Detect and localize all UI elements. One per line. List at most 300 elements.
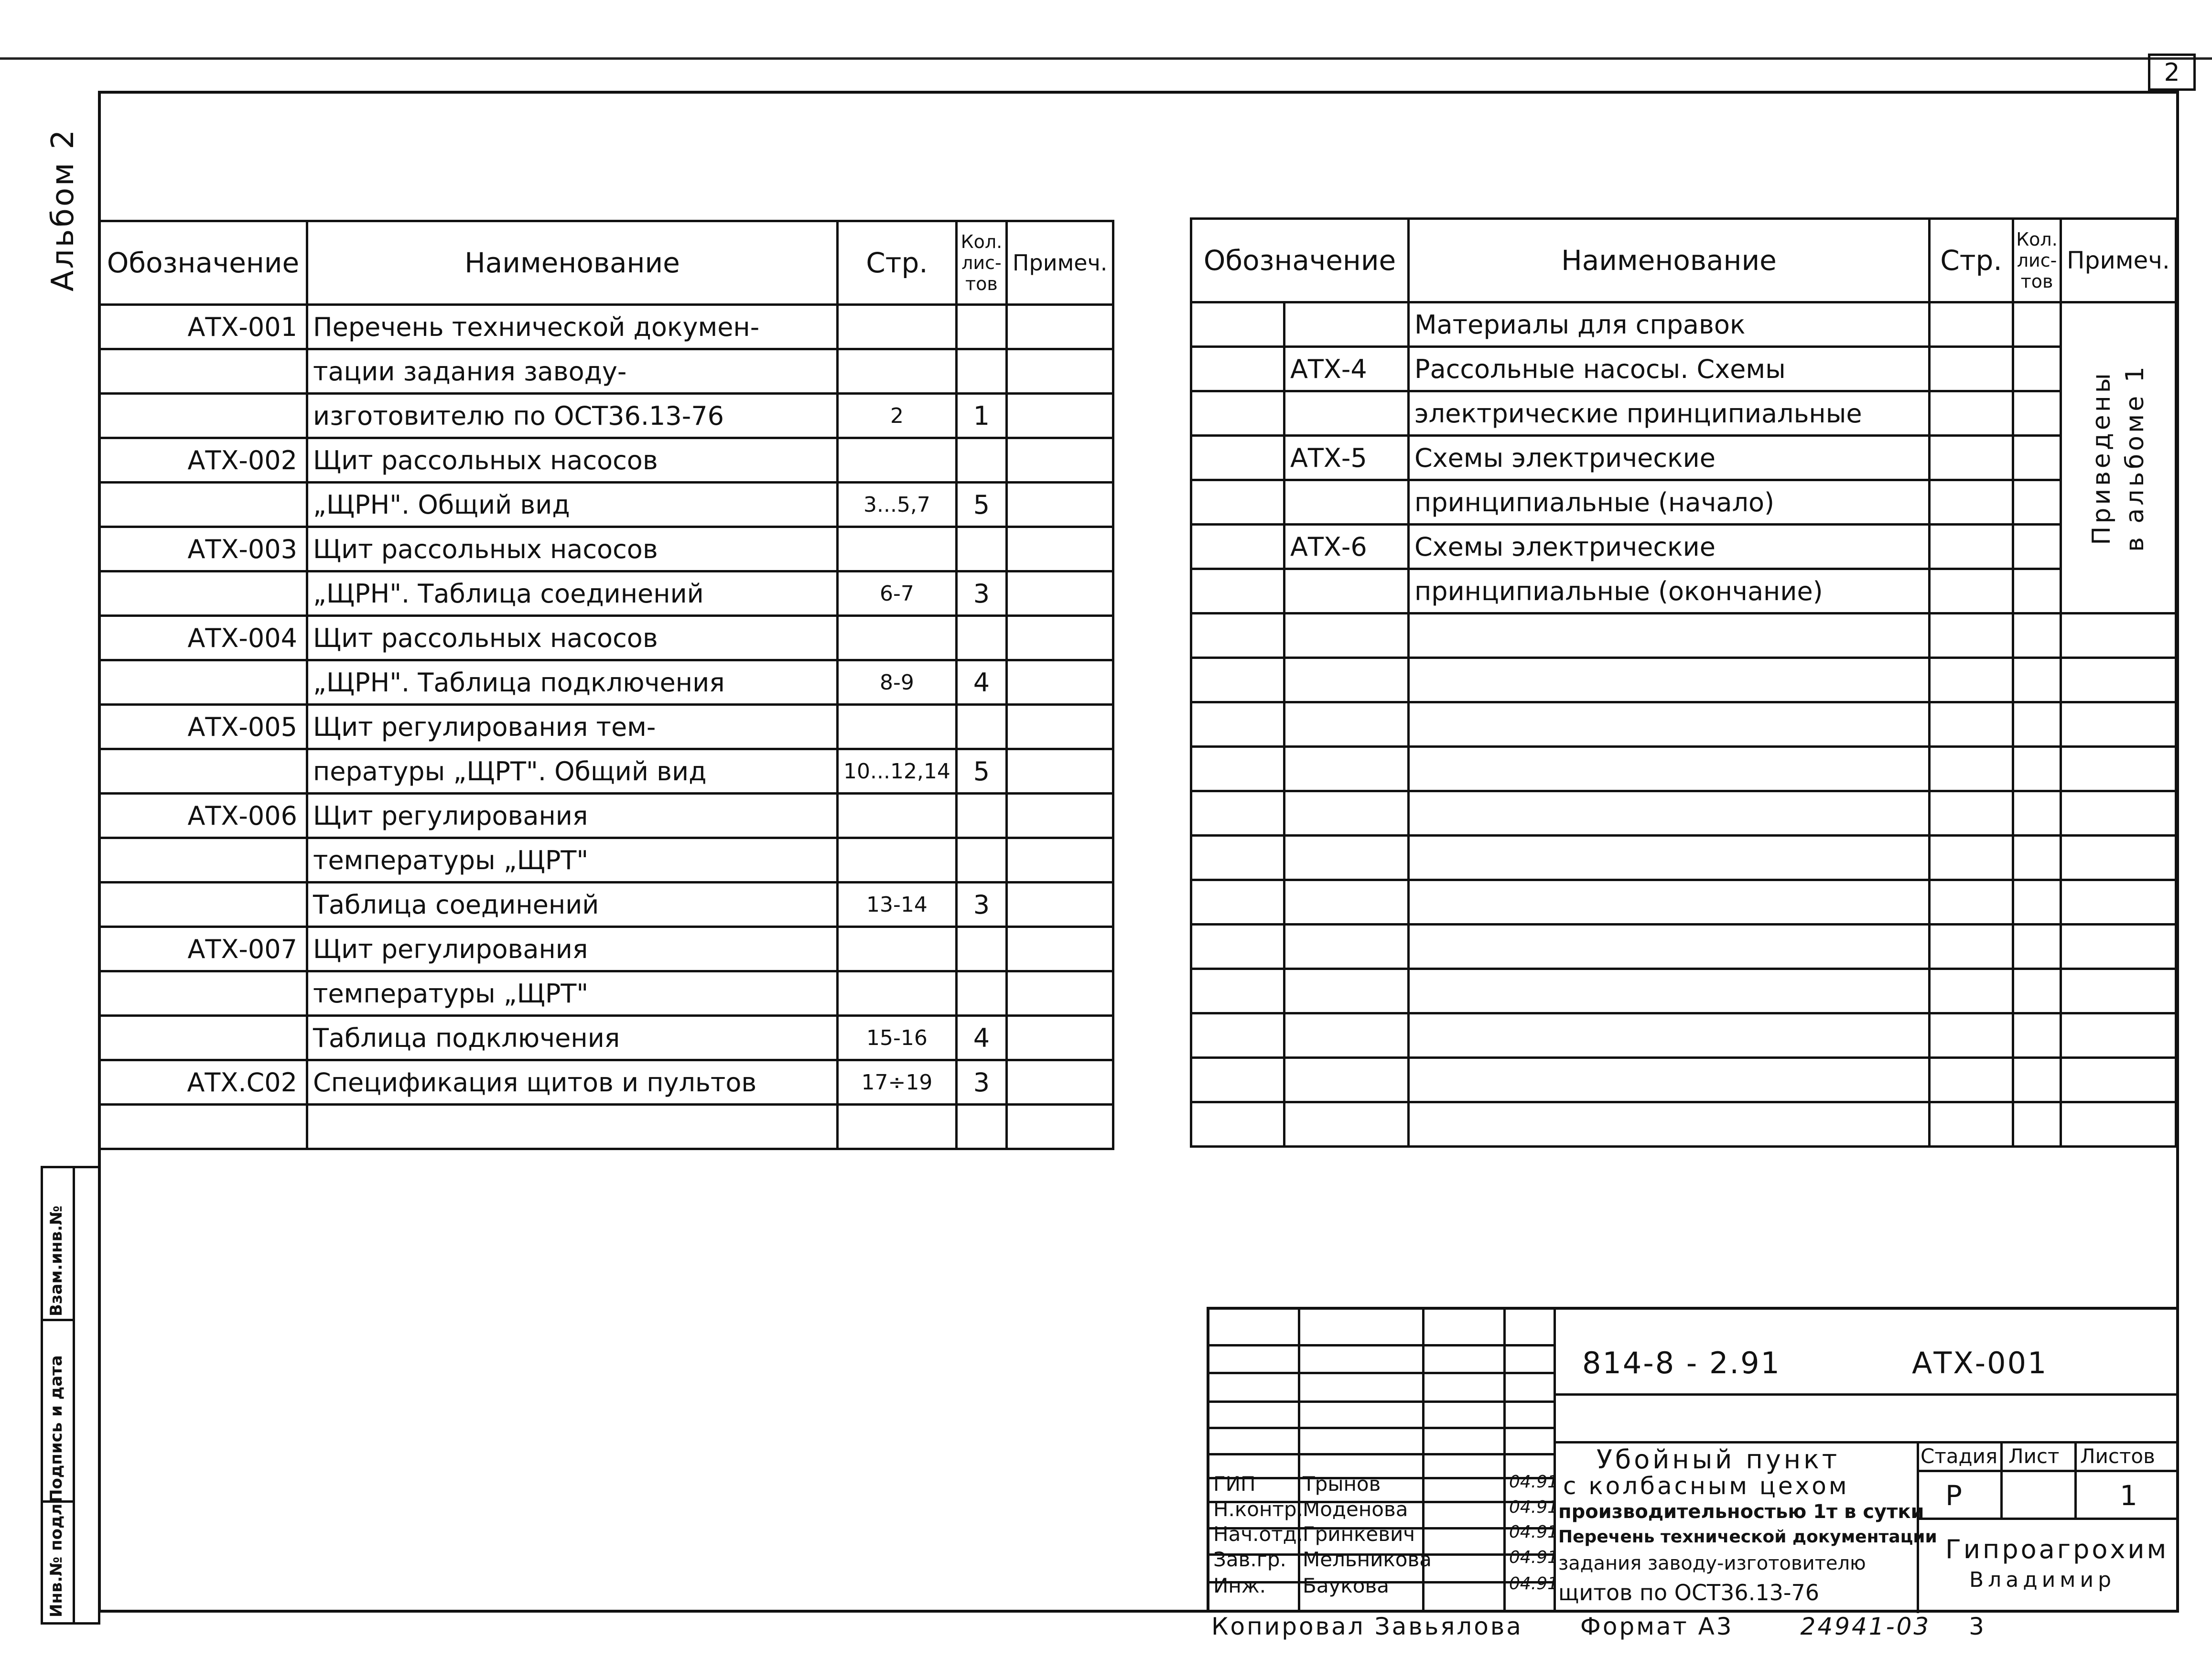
doc-name-cell bbox=[307, 1105, 838, 1149]
doc-code-cell bbox=[99, 1016, 307, 1060]
signature-role: Нач.отд. bbox=[1213, 1522, 1304, 1546]
blank-cell bbox=[1191, 525, 1284, 569]
page-cell bbox=[1930, 569, 2013, 614]
page-cell bbox=[838, 438, 957, 483]
page-cell bbox=[1930, 702, 2013, 747]
page-cell bbox=[838, 616, 957, 660]
note-line: в альбоме 1 bbox=[2120, 364, 2149, 552]
tb-grid-line bbox=[2074, 1441, 2077, 1518]
note-cell bbox=[2061, 614, 2176, 658]
sheet-count-cell bbox=[2013, 969, 2061, 1013]
doc-name-cell: Щит регулирования bbox=[307, 927, 838, 971]
note-cell bbox=[1006, 883, 1113, 927]
table-row bbox=[99, 838, 1113, 883]
sheet-count-cell: 1 bbox=[956, 394, 1006, 438]
note-cell bbox=[2061, 969, 2176, 1013]
page-cell bbox=[1930, 347, 2013, 391]
page-cell bbox=[838, 838, 957, 883]
doc-code-cell bbox=[1284, 614, 1409, 658]
stage-value: Р bbox=[1945, 1479, 1962, 1512]
doc-name-cell: Перечень технической докумен- bbox=[307, 305, 838, 349]
tb-grid-line bbox=[1554, 1441, 2177, 1443]
note-cell bbox=[1006, 1060, 1113, 1105]
page-cell bbox=[1930, 436, 2013, 480]
sheet-count-cell bbox=[2013, 569, 2061, 614]
doc-code-cell: АТХ-006 bbox=[99, 794, 307, 838]
sheet-count-cell bbox=[2013, 1013, 2061, 1058]
doc-name-cell bbox=[1409, 747, 1930, 791]
doc-name-cell: Рассольные насосы. Схемы bbox=[1409, 347, 1930, 391]
tb-grid-line bbox=[1917, 1518, 2177, 1520]
doc-name-cell bbox=[1409, 1102, 1930, 1147]
table-row bbox=[1191, 480, 2176, 525]
left-stamp bbox=[41, 1166, 100, 1625]
signature-role: Инж. bbox=[1213, 1574, 1266, 1597]
page-cell bbox=[1930, 614, 2013, 658]
table-row bbox=[1191, 302, 2176, 347]
signature-name: Мельникова bbox=[1303, 1548, 1432, 1571]
doc-name-cell: температуры „ЩРТ" bbox=[307, 971, 838, 1016]
note-cell bbox=[2061, 747, 2176, 791]
doc-name-cell: изготовителю по ОСТ36.13-76 bbox=[307, 394, 838, 438]
doc-code-cell: АТХ-6 bbox=[1284, 525, 1409, 569]
doc-code-cell bbox=[99, 838, 307, 883]
sheet-count-cell bbox=[2013, 925, 2061, 969]
sheets-value: 1 bbox=[2120, 1479, 2137, 1512]
doc-name-cell bbox=[1409, 836, 1930, 880]
page-cell: 15-16 bbox=[838, 1016, 957, 1060]
table-row bbox=[1191, 1013, 2176, 1058]
page-cell bbox=[1930, 925, 2013, 969]
sheet-count-cell bbox=[2013, 614, 2061, 658]
doc-code-cell bbox=[99, 883, 307, 927]
table-header-row bbox=[99, 221, 1113, 305]
doc-code-cell: АТХ-5 bbox=[1284, 436, 1409, 480]
note-line: Приведены bbox=[2087, 370, 2116, 545]
doc-code-cell bbox=[99, 749, 307, 794]
doc-code-cell: АТХ-005 bbox=[99, 705, 307, 749]
note-cell bbox=[1006, 749, 1113, 794]
doc-name-cell: „ЩРН". Таблица соединений bbox=[307, 571, 838, 616]
sheet-number: 2 bbox=[2148, 54, 2196, 91]
header-code: Обозначение bbox=[1191, 219, 1409, 302]
header-page: Стр. bbox=[838, 221, 957, 305]
table-row bbox=[99, 749, 1113, 794]
tb-grid-line bbox=[2000, 1441, 2003, 1518]
note-vertical-text bbox=[2085, 364, 2152, 552]
note-cell bbox=[2061, 1102, 2176, 1147]
page-cell bbox=[838, 305, 957, 349]
sheet-count-cell bbox=[956, 971, 1006, 1016]
note-cell bbox=[1006, 616, 1113, 660]
table-row bbox=[1191, 525, 2176, 569]
tb-grid-line bbox=[1917, 1470, 2177, 1472]
doc-code-cell bbox=[99, 971, 307, 1016]
page-cell bbox=[838, 349, 957, 394]
blank-cell bbox=[1191, 569, 1284, 614]
sheet-count-cell: 4 bbox=[956, 660, 1006, 705]
doc-code-cell bbox=[1284, 1058, 1409, 1102]
page-cell: 10...12,14 bbox=[838, 749, 957, 794]
doc-code-cell bbox=[1284, 658, 1409, 702]
sheet-count-cell bbox=[2013, 436, 2061, 480]
signature-name: Моденова bbox=[1303, 1497, 1408, 1521]
blank-cell bbox=[1191, 302, 1284, 347]
archive-number: 24941-03 bbox=[1800, 1613, 1931, 1640]
blank-cell bbox=[1191, 1102, 1284, 1147]
note-cell bbox=[1006, 705, 1113, 749]
doc-code-cell bbox=[1284, 747, 1409, 791]
page-cell bbox=[838, 527, 957, 571]
note-cell bbox=[1006, 527, 1113, 571]
tb-grid-line bbox=[1209, 1344, 1554, 1346]
table-row bbox=[1191, 791, 2176, 836]
sheet-count-cell bbox=[956, 794, 1006, 838]
blank-cell bbox=[1191, 747, 1284, 791]
doc-name-cell: Щит регулирования тем- bbox=[307, 705, 838, 749]
blank-cell bbox=[1191, 436, 1284, 480]
sheet-count-cell bbox=[2013, 658, 2061, 702]
note-cell bbox=[1006, 394, 1113, 438]
page-cell: 2 bbox=[838, 394, 957, 438]
note-cell bbox=[1006, 794, 1113, 838]
table-row bbox=[99, 394, 1113, 438]
table-row bbox=[99, 349, 1113, 394]
doc-name-cell: принципиальные (начало) bbox=[1409, 480, 1930, 525]
doc-code-cell bbox=[1284, 1102, 1409, 1147]
doc-code-cell: АТХ-007 bbox=[99, 927, 307, 971]
note-cell bbox=[2061, 1058, 2176, 1102]
sheet-count-cell bbox=[956, 349, 1006, 394]
tb-grid-line bbox=[1209, 1400, 1554, 1403]
doc-code-cell bbox=[1284, 969, 1409, 1013]
table-row bbox=[99, 660, 1113, 705]
doc-title-line: щитов по ОСТ36.13-76 bbox=[1558, 1580, 1819, 1605]
header-count: Кол. лис- тов bbox=[2013, 219, 2061, 302]
table-row bbox=[1191, 391, 2176, 436]
signature-date: 04.91 bbox=[1509, 1548, 1559, 1567]
tb-grid-line bbox=[1209, 1372, 1554, 1374]
blank-cell bbox=[1191, 925, 1284, 969]
page-cell bbox=[1930, 969, 2013, 1013]
sheet-count-cell bbox=[956, 705, 1006, 749]
sheet-count-cell: 3 bbox=[956, 1060, 1006, 1105]
doc-code-cell bbox=[99, 483, 307, 527]
table-row bbox=[99, 794, 1113, 838]
page-cell bbox=[1930, 302, 2013, 347]
page-cell: 13-14 bbox=[838, 883, 957, 927]
project-code: 814-8 - 2.91 bbox=[1582, 1346, 1781, 1380]
doc-code-cell: АТХ-001 bbox=[99, 305, 307, 349]
table-row bbox=[99, 483, 1113, 527]
note-cell bbox=[2061, 880, 2176, 925]
signature-date: 04.91 bbox=[1509, 1472, 1559, 1492]
doc-name-cell: тации задания заводу- bbox=[307, 349, 838, 394]
doc-code-cell bbox=[99, 1105, 307, 1149]
note-cell bbox=[2061, 658, 2176, 702]
page-cell bbox=[1930, 1013, 2013, 1058]
doc-name-cell: Щит рассольных насосов bbox=[307, 438, 838, 483]
doc-name-cell: Щит рассольных насосов bbox=[307, 527, 838, 571]
doc-name-cell: электрические принципиальные bbox=[1409, 391, 1930, 436]
tb-grid-line bbox=[1209, 1477, 1554, 1479]
copied-by: Копировал Завьялова bbox=[1211, 1613, 1523, 1640]
doc-name-cell bbox=[1409, 925, 1930, 969]
note-cell bbox=[2061, 791, 2176, 836]
stamp-signature-label: Подпись и дата bbox=[47, 1355, 66, 1503]
header-note: Примеч. bbox=[2061, 219, 2176, 302]
doc-code-cell bbox=[1284, 480, 1409, 525]
doc-code-cell: АТХ-004 bbox=[99, 616, 307, 660]
sheet-count-cell bbox=[2013, 1058, 2061, 1102]
sheet-count-cell bbox=[956, 438, 1006, 483]
sheet-count-cell bbox=[956, 927, 1006, 971]
tb-grid-line bbox=[1209, 1453, 1554, 1455]
note-cell bbox=[1006, 571, 1113, 616]
blank-cell bbox=[1191, 836, 1284, 880]
organization-name: Гипроагрохим bbox=[1945, 1534, 2169, 1564]
paper-format: Формат А3 bbox=[1580, 1613, 1734, 1640]
note-cell bbox=[2061, 925, 2176, 969]
doc-name-cell: Спецификация щитов и пультов bbox=[307, 1060, 838, 1105]
note-cell bbox=[1006, 483, 1113, 527]
sheet-count-cell bbox=[2013, 880, 2061, 925]
object-title-line: с колбасным цехом bbox=[1563, 1472, 1849, 1500]
note-cell bbox=[1006, 971, 1113, 1016]
sheet-count-cell bbox=[956, 1105, 1006, 1149]
signature-role: Зав.гр. bbox=[1213, 1548, 1286, 1571]
table-row bbox=[99, 527, 1113, 571]
table-row bbox=[99, 971, 1113, 1016]
sheet-count-cell bbox=[956, 527, 1006, 571]
doc-code-cell bbox=[1284, 302, 1409, 347]
note-cell bbox=[1006, 838, 1113, 883]
signature-name: Баукова bbox=[1303, 1574, 1389, 1597]
page-cell bbox=[838, 971, 957, 1016]
stamp-inventory-label: Инв.№ подл. bbox=[47, 1497, 66, 1617]
table-row bbox=[1191, 658, 2176, 702]
table-row bbox=[1191, 836, 2176, 880]
doc-name-cell: „ЩРН". Таблица подключения bbox=[307, 660, 838, 705]
page-cell bbox=[1930, 391, 2013, 436]
doc-code-cell bbox=[1284, 702, 1409, 747]
sheet-count-cell bbox=[2013, 747, 2061, 791]
doc-code-cell: АТХ-003 bbox=[99, 527, 307, 571]
signature-name: Гринкевич bbox=[1303, 1522, 1415, 1546]
doc-name-cell: Таблица подключения bbox=[307, 1016, 838, 1060]
page-cell bbox=[1930, 880, 2013, 925]
page-cell: 17÷19 bbox=[838, 1060, 957, 1105]
sheet-count-cell bbox=[2013, 702, 2061, 747]
sheet-count-cell: 5 bbox=[956, 749, 1006, 794]
header-code: Обозначение bbox=[99, 221, 307, 305]
stamp-replace-label: Взам.инв.№ bbox=[47, 1206, 66, 1316]
sheet-count-cell bbox=[2013, 525, 2061, 569]
doc-name-cell bbox=[1409, 614, 1930, 658]
table-row bbox=[99, 438, 1113, 483]
doc-title-line: Перечень технической документации bbox=[1558, 1527, 1937, 1547]
sheet-count-cell bbox=[2013, 391, 2061, 436]
page-cell: 6-7 bbox=[838, 571, 957, 616]
table-header-row bbox=[1191, 219, 2176, 302]
doc-code-cell bbox=[99, 571, 307, 616]
page-cell bbox=[838, 705, 957, 749]
doc-name-cell bbox=[1409, 1013, 1930, 1058]
note-cell bbox=[1006, 349, 1113, 394]
tb-grid-line bbox=[1503, 1310, 1506, 1613]
note-cell bbox=[1006, 1105, 1113, 1149]
doc-name-cell bbox=[1409, 791, 1930, 836]
sheet-count-cell: 4 bbox=[956, 1016, 1006, 1060]
doc-name-cell bbox=[1409, 880, 1930, 925]
table-row bbox=[99, 1105, 1113, 1149]
title-block bbox=[1207, 1307, 2179, 1613]
table-row bbox=[99, 571, 1113, 616]
sheet-count-cell: 3 bbox=[956, 883, 1006, 927]
page-cell bbox=[1930, 480, 2013, 525]
doc-name-cell: пературы „ЩРТ". Общий вид bbox=[307, 749, 838, 794]
left-documents-table bbox=[98, 220, 1114, 1150]
sheet-count-cell bbox=[956, 305, 1006, 349]
blank-cell bbox=[1191, 791, 1284, 836]
blank-cell bbox=[1191, 1013, 1284, 1058]
table-row bbox=[1191, 702, 2176, 747]
table-row bbox=[99, 927, 1113, 971]
page-cell bbox=[1930, 747, 2013, 791]
doc-name-cell bbox=[1409, 1058, 1930, 1102]
tb-grid-line bbox=[1209, 1427, 1554, 1429]
sheet-count-cell bbox=[2013, 480, 2061, 525]
tb-grid-line bbox=[1554, 1393, 2177, 1396]
signature-date: 04.91 bbox=[1509, 1574, 1559, 1594]
page-cell bbox=[838, 1105, 957, 1149]
table-row bbox=[1191, 880, 2176, 925]
header-page: Стр. bbox=[1930, 219, 2013, 302]
blank-cell bbox=[1191, 347, 1284, 391]
doc-title-line: задания заводу-изготовителю bbox=[1558, 1552, 1866, 1574]
doc-name-cell: Щит регулирования bbox=[307, 794, 838, 838]
table-row bbox=[99, 1060, 1113, 1105]
doc-name-cell: Схемы электрические bbox=[1409, 525, 1930, 569]
table-row bbox=[1191, 1058, 2176, 1102]
doc-code-cell bbox=[1284, 836, 1409, 880]
blank-cell bbox=[1191, 969, 1284, 1013]
sheets-header: Листов bbox=[2080, 1444, 2155, 1468]
organization-city: Владимир bbox=[1969, 1568, 2116, 1592]
page-cell bbox=[1930, 658, 2013, 702]
table-row bbox=[1191, 925, 2176, 969]
sheet-count-cell: 3 bbox=[956, 571, 1006, 616]
doc-name-cell bbox=[1409, 702, 1930, 747]
doc-name-cell bbox=[1409, 658, 1930, 702]
doc-code-cell bbox=[1284, 791, 1409, 836]
note-cell bbox=[1006, 927, 1113, 971]
note-cell bbox=[1006, 660, 1113, 705]
footer-line bbox=[1211, 1613, 1986, 1640]
doc-name-cell: температуры „ЩРТ" bbox=[307, 838, 838, 883]
table-row bbox=[1191, 614, 2176, 658]
right-reference-table bbox=[1190, 217, 2177, 1148]
doc-code-cell bbox=[99, 349, 307, 394]
signature-date: 04.91 bbox=[1509, 1497, 1559, 1517]
left-stamp-divider bbox=[73, 1168, 75, 1622]
doc-code-cell: АТХ-4 bbox=[1284, 347, 1409, 391]
doc-code: АТХ-001 bbox=[1912, 1346, 2048, 1380]
doc-code-cell: АТХ-002 bbox=[99, 438, 307, 483]
doc-name-cell: принципиальные (окончание) bbox=[1409, 569, 1930, 614]
signature-role: Н.контр. bbox=[1213, 1497, 1303, 1521]
signature-date: 04.91 bbox=[1509, 1522, 1559, 1542]
doc-name-cell: Схемы электрические bbox=[1409, 436, 1930, 480]
header-note: Примеч. bbox=[1006, 221, 1113, 305]
page-cell bbox=[1930, 1102, 2013, 1147]
note-cell bbox=[2061, 702, 2176, 747]
doc-name-cell: Материалы для справок bbox=[1409, 302, 1930, 347]
table-row bbox=[1191, 1102, 2176, 1147]
doc-name-cell: „ЩРН". Общий вид bbox=[307, 483, 838, 527]
doc-code-cell bbox=[1284, 569, 1409, 614]
doc-code-cell bbox=[1284, 880, 1409, 925]
sheet-count-cell bbox=[2013, 791, 2061, 836]
doc-code-cell bbox=[99, 660, 307, 705]
top-edge-line bbox=[0, 57, 2212, 60]
header-name: Наименование bbox=[307, 221, 838, 305]
blank-cell bbox=[1191, 1058, 1284, 1102]
blank-cell bbox=[1191, 391, 1284, 436]
album-label: Альбом 2 bbox=[45, 128, 81, 291]
header-count: Кол. лис- тов bbox=[956, 221, 1006, 305]
table-row bbox=[99, 305, 1113, 349]
signature-role: ГИП bbox=[1213, 1472, 1256, 1496]
blank-cell bbox=[1191, 480, 1284, 525]
sheet-count-cell bbox=[2013, 302, 2061, 347]
note-cell bbox=[2061, 302, 2176, 614]
object-title-line: производительностью 1т в сутки bbox=[1558, 1501, 1924, 1523]
tb-grid-line bbox=[1298, 1310, 1300, 1613]
archive-suffix: 3 bbox=[1969, 1613, 1986, 1640]
doc-code-cell bbox=[1284, 1013, 1409, 1058]
table-row bbox=[99, 705, 1113, 749]
sheet-count-cell: 5 bbox=[956, 483, 1006, 527]
page-cell bbox=[838, 794, 957, 838]
sheet-count-cell bbox=[956, 616, 1006, 660]
page-cell bbox=[1930, 836, 2013, 880]
table-row bbox=[99, 883, 1113, 927]
doc-name-cell: Щит рассольных насосов bbox=[307, 616, 838, 660]
table-row bbox=[1191, 969, 2176, 1013]
signature-name: Трынов bbox=[1303, 1472, 1381, 1496]
sheet-count-cell bbox=[2013, 836, 2061, 880]
table-row bbox=[99, 616, 1113, 660]
doc-name-cell bbox=[1409, 969, 1930, 1013]
sheet-count-cell bbox=[2013, 1102, 2061, 1147]
doc-code-cell bbox=[1284, 391, 1409, 436]
sheet-count-cell bbox=[2013, 347, 2061, 391]
note-cell bbox=[1006, 438, 1113, 483]
note-cell bbox=[1006, 1016, 1113, 1060]
note-cell bbox=[2061, 836, 2176, 880]
header-name: Наименование bbox=[1409, 219, 1930, 302]
object-title-line: Убойный пункт bbox=[1597, 1444, 1840, 1475]
doc-code-cell bbox=[99, 394, 307, 438]
blank-cell bbox=[1191, 658, 1284, 702]
page-cell bbox=[1930, 525, 2013, 569]
sheet-count-cell bbox=[956, 838, 1006, 883]
note-cell bbox=[1006, 305, 1113, 349]
doc-code-cell: АТХ.С02 bbox=[99, 1060, 307, 1105]
table-row bbox=[1191, 747, 2176, 791]
page-cell bbox=[1930, 1058, 2013, 1102]
